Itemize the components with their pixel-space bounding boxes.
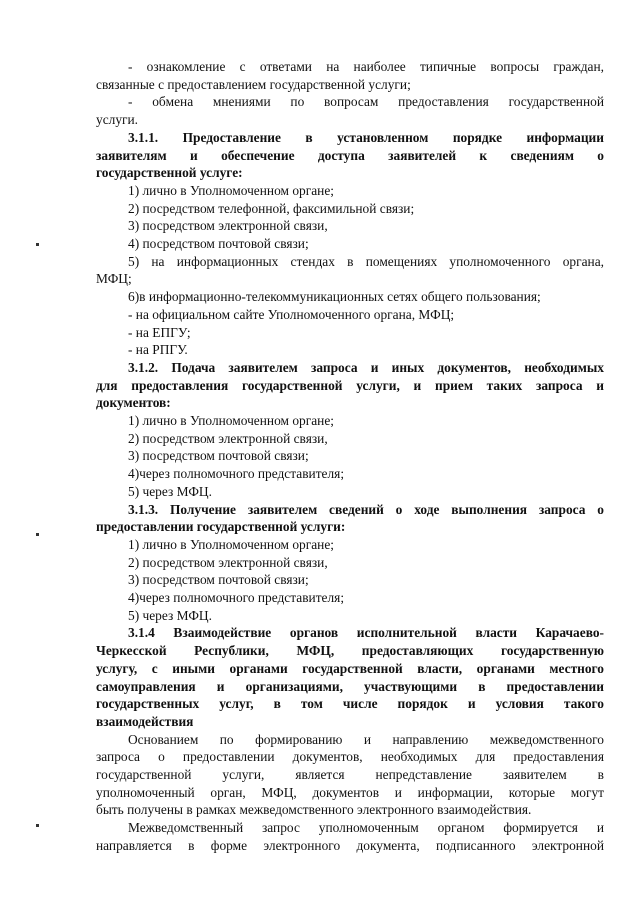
text-line: 5) на информационных стендах в помещениях уполномоченного органа,: [128, 253, 604, 269]
heading-line: для предоставления государственной услуги, и прием таких запроса и: [96, 377, 604, 393]
heading-line: 3.1.3. Получение заявителем сведений о ходе выполнения запроса о: [128, 501, 604, 517]
heading-line: документов:: [96, 395, 171, 411]
text-line: запроса о предоставлении документов, необходимых для предоставления: [96, 749, 604, 765]
text-line: 2) посредством телефонной, факсимильной связи;: [128, 200, 415, 216]
heading-line: государственных услуг, в том числе порядок и условия такого: [96, 696, 604, 712]
text-line: 3) посредством почтовой связи;: [128, 572, 309, 588]
text-line: МФЦ;: [96, 271, 132, 287]
text-line: - ознакомление с ответами на наиболее типичные вопросы граждан,: [128, 59, 604, 74]
margin-mark: [36, 243, 39, 246]
text-line: 6)в информационно-телекоммуникационных сетях общего пользования;: [128, 289, 541, 305]
text-line: - на ЕПГУ;: [128, 324, 191, 340]
text-line: 3) посредством почтовой связи;: [128, 448, 309, 464]
heading-line: государственной услуге:: [96, 165, 243, 181]
text-line: уполномоченный орган, МФЦ, документов и информации, которые могут: [96, 784, 604, 800]
heading-line: 3.1.1. Предоставление в установленном порядке информации: [128, 129, 604, 145]
text-line: - обмена мнениями по вопросам предоставления государственной: [128, 94, 604, 110]
margin-mark: [36, 824, 39, 827]
text-line: государственной услуги, является непредставление заявителем в: [96, 767, 604, 782]
text-line: 5) через МФЦ.: [128, 483, 212, 499]
text-line: 4)через полномочного представителя;: [128, 590, 345, 605]
heading-line: 3.1.2. Подача заявителем запроса и иных документов, необходимых: [128, 359, 604, 375]
text-line: 3) посредством электронной связи,: [128, 218, 328, 234]
heading-line: Черкесской Республики, МФЦ, предоставляющих государственную: [96, 643, 604, 659]
text-line: - на официальном сайте Уполномоченного органа, МФЦ;: [128, 306, 455, 322]
text-line: 4) посредством почтовой связи;: [128, 236, 309, 251]
heading-line: 3.1.4 Взаимодействие органов исполнительной власти Карачаево-: [128, 625, 604, 641]
heading-line: предоставлении государственной услуги:: [96, 519, 346, 535]
text-line: 1) лично в Уполномоченном органе;: [128, 536, 334, 552]
text-line: Межведомственный запрос уполномоченным органом формируется и: [128, 820, 604, 836]
text-line: 4)через полномочного представителя;: [128, 466, 345, 482]
text-line: 1) лично в Уполномоченном органе;: [128, 182, 334, 198]
text-line: услуги.: [96, 112, 139, 128]
text-line: 2) посредством электронной связи,: [128, 554, 328, 570]
heading-line: услугу, с иными органами государственной власти, органами местного: [96, 660, 604, 676]
heading-line: взаимодействия: [96, 713, 194, 729]
text-line: связанные с предоставлением государственной услуги;: [96, 76, 411, 92]
text-line: 5) через МФЦ.: [128, 607, 212, 623]
heading-line: самоуправления и организациями, участвующими в предоставлении: [96, 678, 604, 694]
text-line: направляется в форме электронного документа, подписанного электронной: [96, 837, 604, 853]
text-line: 1) лично в Уполномоченном органе;: [128, 413, 334, 428]
margin-mark: [36, 533, 39, 536]
text-line: Основанием по формированию и направлению межведомственного: [128, 731, 604, 747]
text-line: - на РПГУ.: [128, 342, 188, 358]
heading-line: заявителям и обеспечение доступа заявителей к сведениям о: [96, 147, 604, 163]
text-line: 2) посредством электронной связи,: [128, 430, 328, 446]
text-line: быть получены в рамках межведомственного электронного взаимодействия.: [96, 802, 532, 818]
